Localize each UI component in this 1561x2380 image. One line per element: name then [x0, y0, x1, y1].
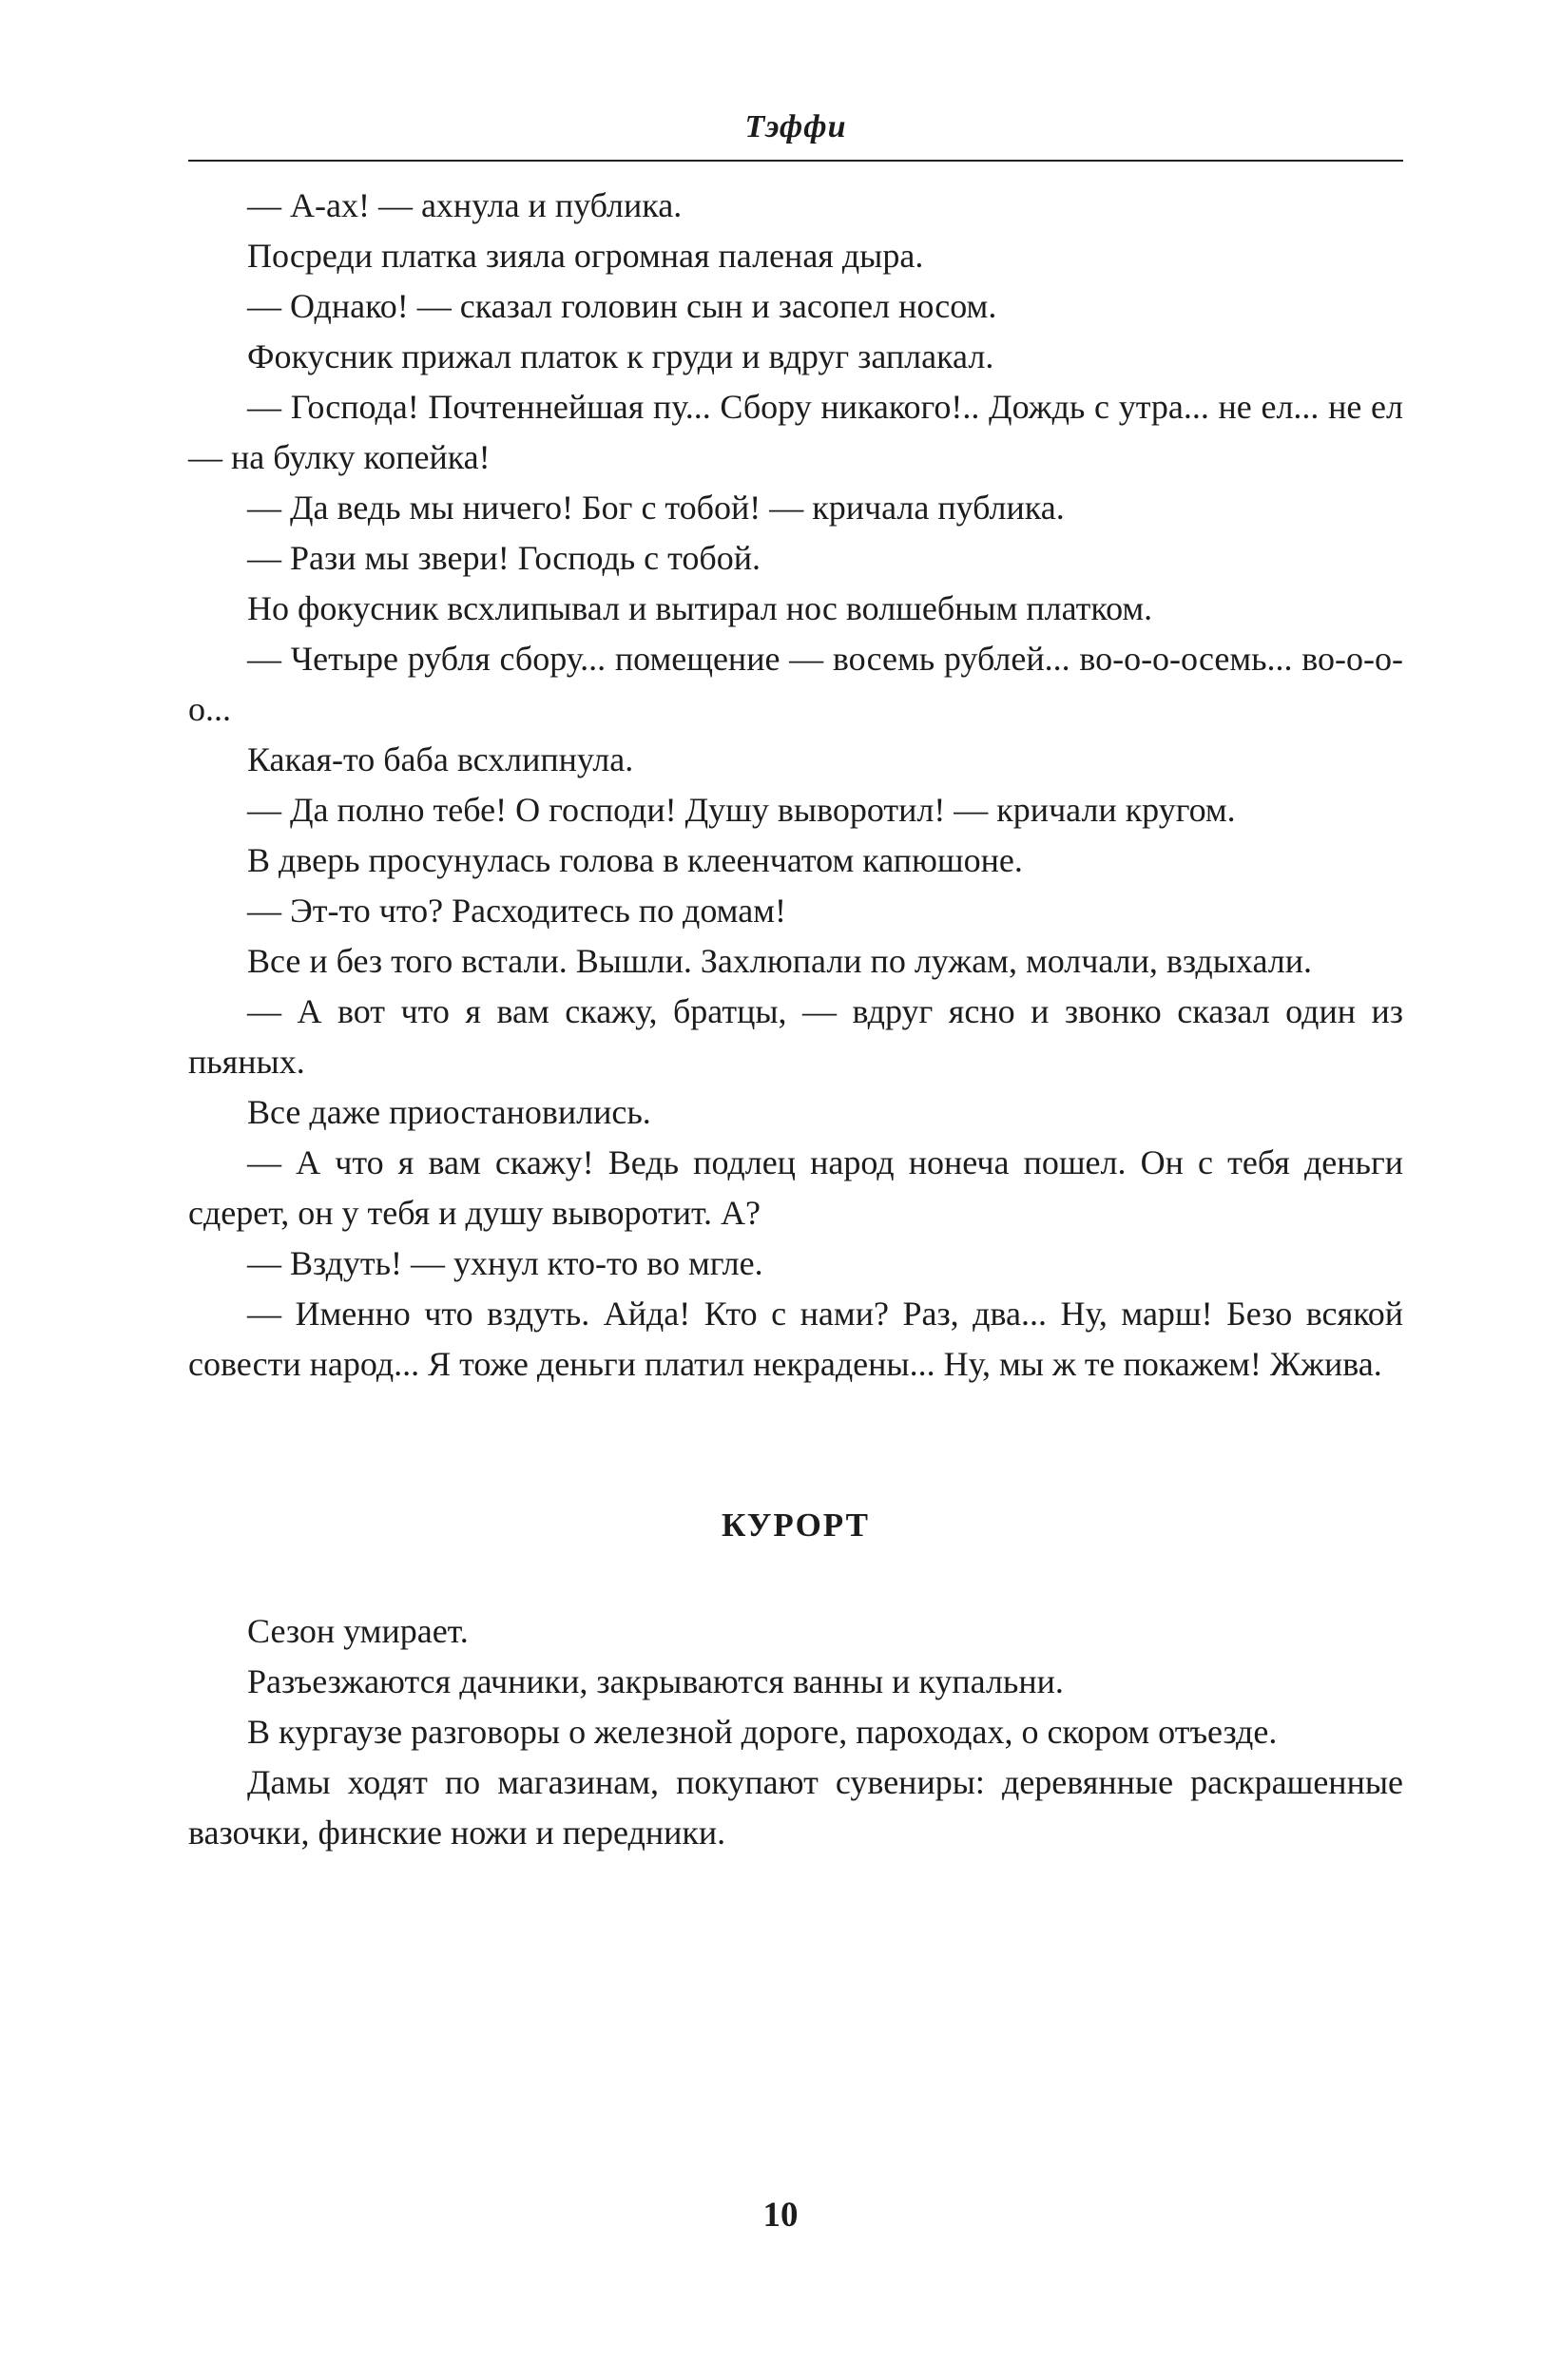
next-story-text	[188, 1606, 1403, 1858]
paragraph: Фокусник прижал платок к груди и вдруг заплакал.	[247, 337, 994, 375]
paragraph: Но фокусник всхлипывал и вытирал нос волшебным платком.	[247, 589, 1153, 627]
paragraph: Посреди платка зияла огромная паленая дыра.	[247, 237, 924, 275]
paragraph: — А вот что я вам скажу, братцы, — вдруг ясно и звонко сказал один из пьяных.	[188, 992, 1403, 1081]
paragraph: — Именно что вздуть. Айда! Кто с нами? Раз, два... Ну, марш! Безо всякой совести народ... Я тоже деньги платил некрадены... Ну, мы ж те покажем! Жжива.	[188, 1295, 1403, 1383]
paragraph: В дверь просунулась голова в клеенчатом капюшоне.	[247, 841, 1023, 879]
header-rule	[188, 160, 1403, 162]
paragraph: В кургаузе разговоры о железной дороге, пароходах, о скором отъезде.	[247, 1713, 1278, 1751]
book-page	[188, 106, 1403, 1858]
paragraph: — Да полно тебе! О господи! Душу выворотил! — кричали кругом.	[247, 791, 1236, 829]
paragraph: Дамы ходят по магазинам, покупают сувениры: деревянные раскрашенные вазочки, финские ножи и передники.	[188, 1763, 1403, 1852]
running-head: Тэффи	[744, 109, 847, 144]
paragraph: — Однако! — сказал головин сын и засопел носом.	[247, 287, 997, 325]
paragraph: Какая-то баба всхлипнула.	[247, 740, 634, 778]
paragraph: — Четыре рубля сбору... помещение — восемь рублей... во-о-о-осемь... во-о-о-о...	[188, 640, 1403, 728]
paragraph: — Вздуть! — ухнул кто-то во мгле.	[247, 1244, 763, 1282]
section-title: КУРОРТ	[722, 1507, 870, 1544]
page-number: 10	[762, 2196, 799, 2235]
paragraph: Разъезжаются дачники, закрываются ванны и купальни.	[247, 1662, 1064, 1700]
paragraph: — Господа! Почтеннейшая пу... Сбору никакого!.. Дождь с утра... не ел... не ел — на булку копейка!	[188, 388, 1403, 476]
paragraph: Сезон умирает.	[247, 1612, 469, 1650]
paragraph: — Да ведь мы ничего! Бог с тобой! — кричала публика.	[247, 489, 1065, 527]
paragraph: — А-ах! — ахнула и публика.	[247, 186, 683, 224]
paragraph: Все и без того встали. Вышли. Захлюпали по лужам, молчали, вздыхали.	[247, 942, 1312, 980]
paragraph: — А что я вам скажу! Ведь подлец народ нонеча пошел. Он с тебя деньги сдерет, он у тебя и душу выворотит. А?	[188, 1143, 1403, 1232]
paragraph: Все даже приостановились.	[247, 1093, 651, 1131]
paragraph: — Эт-то что? Расходитесь по домам!	[247, 892, 786, 930]
story-end-text	[188, 181, 1403, 1390]
paragraph: — Рази мы звери! Господь с тобой.	[247, 539, 761, 577]
